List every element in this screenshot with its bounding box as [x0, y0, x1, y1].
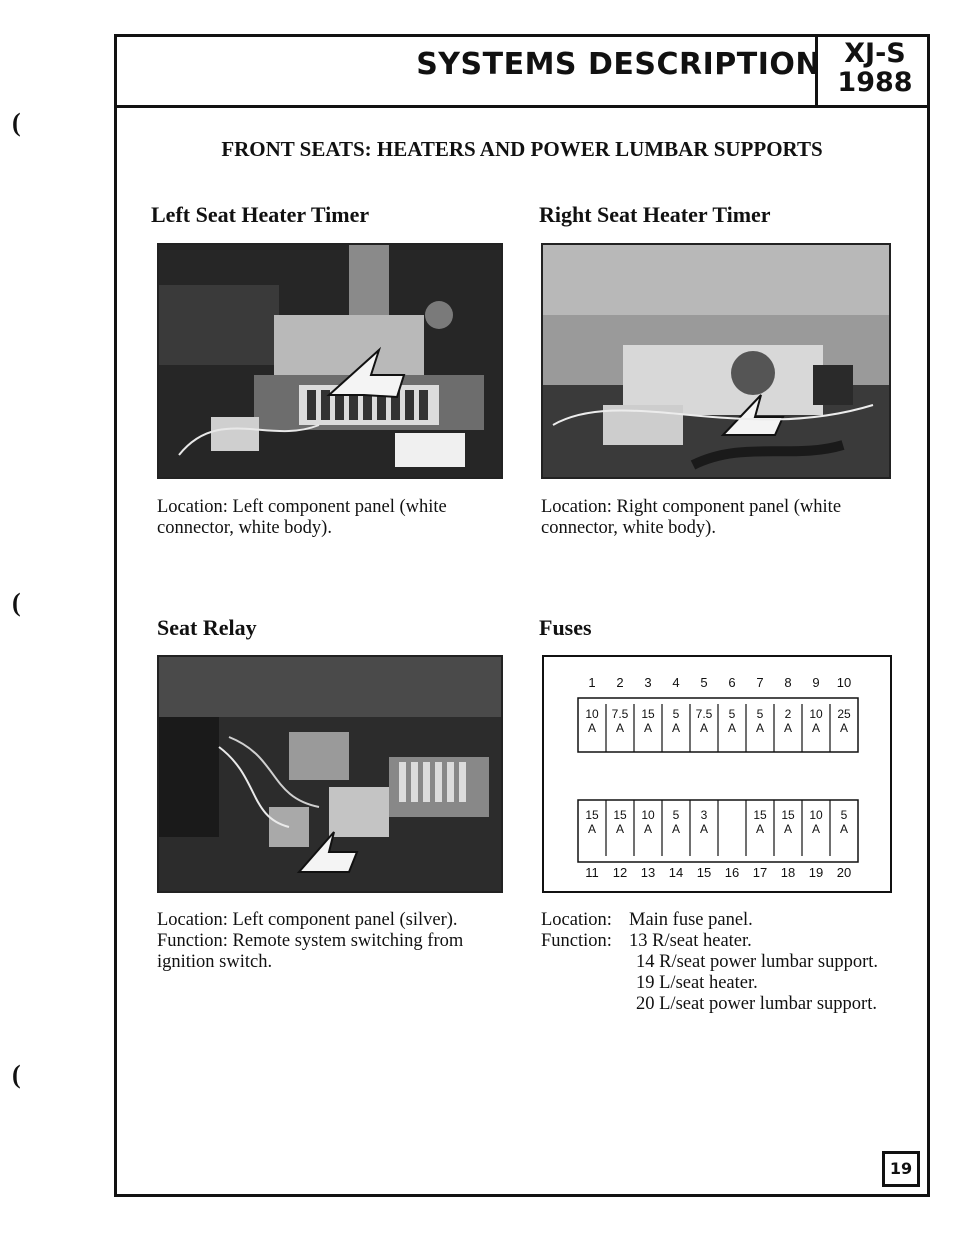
fuse-unit-5: A [699, 721, 709, 735]
fuse-rating-18: 15 [781, 808, 795, 822]
left-timer-caption-line2: connector, white body). [157, 518, 332, 538]
header-title: SYSTEMS DESCRIPTION [416, 47, 821, 82]
seat-relay-caption-line2: Function: Remote system switching from [157, 931, 464, 951]
header-model-year: 1988 [837, 67, 913, 98]
seat-relay-caption-line3: ignition switch. [157, 952, 273, 972]
page-title: FRONT SEATS: HEATERS AND POWER LUMBAR SUPPORTS [221, 137, 823, 161]
binder-mark-1: ( [12, 108, 21, 137]
fuses-function-label: Function: [541, 931, 612, 951]
right-timer-caption-line2: connector, white body). [541, 518, 716, 538]
fuse-rating-2: 7.5 [611, 707, 629, 721]
seat-relay-photo [157, 655, 503, 893]
fuse-number-20: 20 [836, 865, 852, 880]
fuse-number-7: 7 [756, 675, 764, 690]
fuse-unit-12: A [615, 822, 625, 836]
fuse-number-18: 18 [780, 865, 796, 880]
header-rule [117, 105, 927, 108]
fuse-rating-9: 10 [809, 707, 823, 721]
fuse-rating-3: 15 [641, 707, 655, 721]
right-timer-caption-line1: Location: Right component panel (white [541, 497, 842, 517]
fuse-unit-2: A [615, 721, 625, 735]
left-timer-caption-line1: Location: Left component panel (white [157, 497, 447, 517]
fuse-unit-20: A [839, 822, 849, 836]
fuse-unit-4: A [671, 721, 681, 735]
fuse-unit-14: A [671, 822, 681, 836]
fuses-caption [541, 910, 921, 1015]
fuse-rating-8: 2 [784, 707, 792, 721]
header-model-name: XJ-S [844, 38, 906, 69]
fuse-rating-4: 5 [672, 707, 680, 721]
fuse-unit-13: A [643, 822, 653, 836]
fuse-number-1: 1 [588, 675, 596, 690]
fuse-number-14: 14 [668, 865, 684, 880]
binder-mark-3: ( [12, 1060, 21, 1089]
fuse-number-11: 11 [585, 865, 599, 880]
fuse-unit-9: A [811, 721, 821, 735]
fuses-location-label: Location: [541, 910, 612, 930]
left-timer-photo [157, 243, 503, 479]
right-timer-caption [541, 497, 911, 539]
fuse-unit-11: A [587, 822, 597, 836]
fuse-number-9: 9 [812, 675, 820, 690]
fuse-diagram [542, 655, 892, 893]
fuse-number-15: 15 [696, 865, 712, 880]
left-timer-caption [157, 497, 517, 539]
fuse-rating-19: 10 [809, 808, 823, 822]
seat-relay-caption-line1: Location: Left component panel (silver). [157, 910, 458, 930]
fuse-rating-17: 15 [753, 808, 767, 822]
fuse-unit-3: A [643, 721, 653, 735]
fuses-location-line [541, 910, 921, 931]
manual-page [114, 34, 930, 1197]
fuse-number-8: 8 [784, 675, 792, 690]
header-model [823, 39, 927, 97]
fuses-location-value: Main fuse panel. [629, 910, 753, 930]
fuse-unit-6: A [727, 721, 737, 735]
fuse-number-12: 12 [612, 865, 628, 880]
fuse-number-3: 3 [644, 675, 652, 690]
fuse-unit-15: A [699, 822, 709, 836]
fuse-rating-10: 25 [837, 707, 851, 721]
left-timer-heading: Left Seat Heater Timer [151, 202, 370, 227]
fuse-rating-7: 5 [756, 707, 764, 721]
fuse-number-10: 10 [836, 675, 852, 690]
fuse-number-2: 2 [616, 675, 624, 690]
fuse-number-4: 4 [672, 675, 680, 690]
fuses-function-4: 20 L/seat power lumbar support. [636, 994, 877, 1014]
seat-relay-heading: Seat Relay [157, 615, 257, 640]
fuses-heading: Fuses [539, 615, 592, 640]
binder-mark-2: ( [12, 588, 21, 617]
fuse-rating-13: 10 [641, 808, 655, 822]
right-timer-heading: Right Seat Heater Timer [539, 202, 771, 227]
fuse-rating-14: 5 [672, 808, 680, 822]
fuse-number-6: 6 [728, 675, 736, 690]
fuse-unit-17: A [755, 822, 765, 836]
fuse-rating-6: 5 [728, 707, 736, 721]
fuse-rating-12: 15 [613, 808, 627, 822]
fuse-rating-20: 5 [840, 808, 848, 822]
fuse-unit-19: A [811, 822, 821, 836]
fuse-unit-18: A [783, 822, 793, 836]
fuse-diagram-svg [544, 657, 890, 891]
fuse-unit-8: A [783, 721, 793, 735]
fuse-unit-10: A [839, 721, 849, 735]
fuses-function-3: 19 L/seat heater. [636, 973, 758, 993]
fuse-number-13: 13 [640, 865, 656, 880]
fuse-unit-1: A [587, 721, 597, 735]
fuse-unit-7: A [755, 721, 765, 735]
fuse-rating-1: 10 [585, 707, 599, 721]
fuse-rating-15: 3 [700, 808, 708, 822]
fuse-number-16: 16 [724, 865, 740, 880]
fuse-rating-11: 15 [585, 808, 599, 822]
seat-relay-caption [157, 910, 527, 973]
fuse-number-17: 17 [752, 865, 768, 880]
header-divider [815, 37, 818, 105]
page-number: 19 [882, 1151, 920, 1187]
fuses-function-1: 13 R/seat heater. [629, 931, 752, 951]
fuse-rating-5: 7.5 [695, 707, 713, 721]
fuse-number-5: 5 [700, 675, 708, 690]
fuse-number-19: 19 [808, 865, 824, 880]
right-timer-photo [541, 243, 891, 479]
fuses-function-line [541, 931, 921, 952]
fuses-function-2: 14 R/seat power lumbar support. [636, 952, 878, 972]
